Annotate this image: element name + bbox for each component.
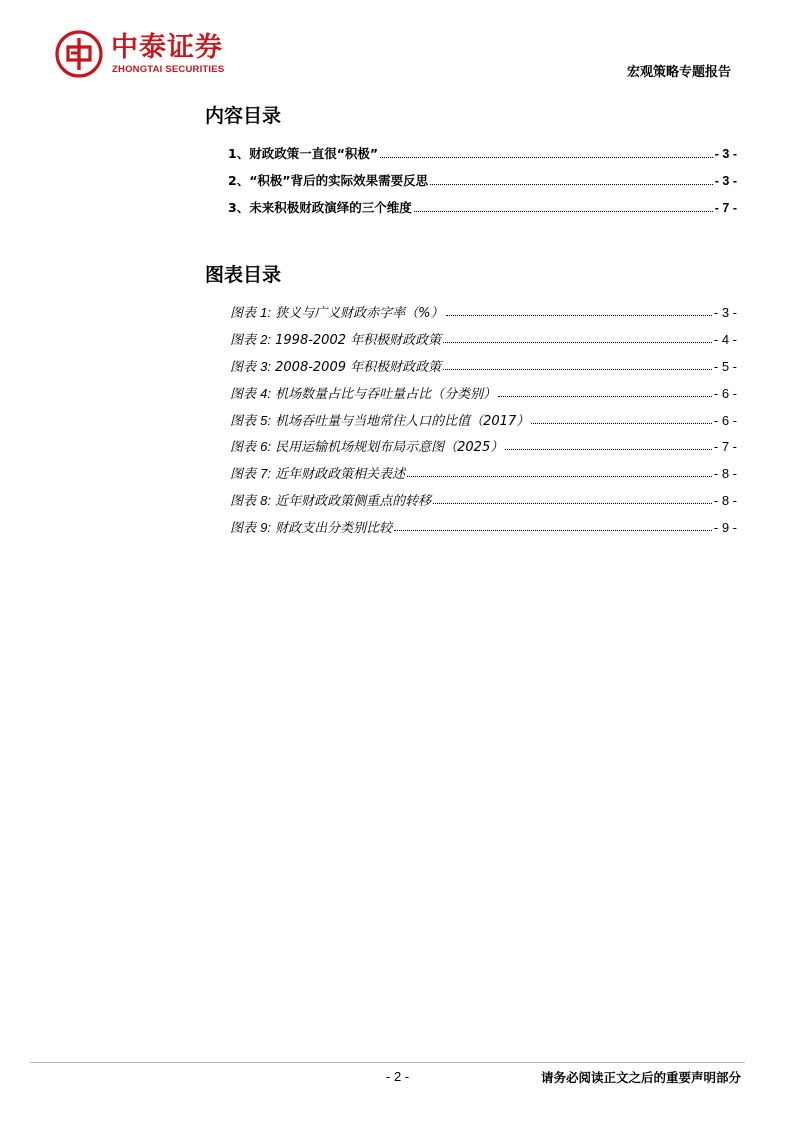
figure-item[interactable] <box>230 490 737 508</box>
toc-item-page: - 3 - <box>714 147 737 161</box>
figure-caption: 机场数量占比与吞吐量占比（分类别） <box>275 387 497 402</box>
figure-number: 2: <box>260 332 271 347</box>
figure-caption: 近年财政政策相关表述 <box>275 467 406 482</box>
toc-item-label: 1、财政政策一直很“积极” <box>228 146 379 161</box>
figure-item-label <box>230 436 503 455</box>
figure-item-label <box>230 410 529 429</box>
figure-item[interactable] <box>230 410 737 428</box>
zhongtai-logo-icon <box>55 30 103 78</box>
figure-item-label <box>230 302 444 321</box>
figure-item[interactable] <box>230 302 737 320</box>
figure-leader-dots <box>446 315 712 316</box>
figure-leader-dots <box>407 476 712 477</box>
figure-item-page: - 8 - <box>713 466 737 481</box>
figure-prefix: 图表 <box>230 414 257 429</box>
toc-title: 内容目录 <box>205 105 282 127</box>
page-number: - 2 - <box>386 1069 410 1084</box>
toc-item[interactable] <box>228 144 737 162</box>
figure-item-label <box>230 517 392 536</box>
figure-number: 1: <box>260 305 271 320</box>
figure-item-label <box>230 329 441 348</box>
figure-item-label <box>230 463 405 482</box>
figure-number: 4: <box>260 386 271 401</box>
company-logo <box>55 30 245 82</box>
figure-prefix: 图表 <box>230 494 257 509</box>
figure-leader-dots <box>505 449 712 450</box>
figure-prefix: 图表 <box>230 467 257 482</box>
company-name-en: ZHONGTAI SECURITIES <box>112 64 225 75</box>
figure-number: 7: <box>260 466 271 481</box>
toc-leader-dots <box>414 211 713 212</box>
figure-caption: 财政支出分类别比较 <box>275 521 393 536</box>
figure-item[interactable] <box>230 356 737 374</box>
figure-item-page: - 9 - <box>713 520 737 535</box>
figure-prefix: 图表 <box>230 440 257 455</box>
figure-prefix: 图表 <box>230 360 257 375</box>
figure-item-page: - 5 - <box>713 359 737 374</box>
figure-number: 9: <box>260 520 271 535</box>
figure-caption: 民用运输机场规划布局示意图（2025） <box>275 440 504 455</box>
toc-item[interactable] <box>228 171 737 189</box>
figure-caption: 近年财政政策侧重点的转移 <box>275 494 432 509</box>
toc-item-page: - 7 - <box>714 201 737 215</box>
figure-item-label <box>230 356 441 375</box>
report-type: 宏观策略专题报告 <box>626 65 731 80</box>
figure-prefix: 图表 <box>230 387 257 402</box>
footer-divider <box>30 1062 745 1063</box>
toc-leader-dots <box>380 157 713 158</box>
figure-caption: 1998-2002 年积极财政政策 <box>275 333 442 348</box>
figures-title: 图表目录 <box>205 264 282 286</box>
toc-item-page: - 3 - <box>714 174 737 188</box>
figure-prefix: 图表 <box>230 521 257 536</box>
figure-number: 8: <box>260 493 271 508</box>
figure-item[interactable] <box>230 436 737 454</box>
figure-caption: 机场吞吐量与当地常住人口的比值（2017） <box>275 414 530 429</box>
toc-item[interactable] <box>228 198 737 216</box>
figure-item-page: - 6 - <box>713 413 737 428</box>
figure-item-page: - 7 - <box>713 439 737 454</box>
figure-leader-dots <box>531 423 712 424</box>
figure-item[interactable] <box>230 463 737 481</box>
figure-caption: 狭义与广义财政赤字率（%） <box>275 306 444 321</box>
figure-number: 5: <box>260 413 271 428</box>
toc-item-label: 3、未来积极财政演绎的三个维度 <box>228 200 412 215</box>
figure-leader-dots <box>433 503 712 504</box>
figure-number: 3: <box>260 359 271 374</box>
figure-item[interactable] <box>230 329 737 347</box>
figure-leader-dots <box>498 396 712 397</box>
figure-item[interactable] <box>230 517 737 535</box>
figure-number: 6: <box>260 439 271 454</box>
figure-item-page: - 8 - <box>713 493 737 508</box>
figure-leader-dots <box>394 530 712 531</box>
figure-leader-dots <box>443 342 712 343</box>
figure-leader-dots <box>443 369 712 370</box>
disclaimer-notice: 请务必阅读正文之后的重要声明部分 <box>540 1070 741 1085</box>
figure-prefix: 图表 <box>230 306 257 321</box>
figure-prefix: 图表 <box>230 333 257 348</box>
toc-leader-dots <box>430 184 713 185</box>
figure-item-page: - 6 - <box>713 386 737 401</box>
toc-item-label: 2、“积极”背后的实际效果需要反思 <box>228 173 429 188</box>
figure-item-label <box>230 383 496 402</box>
figure-item-page: - 3 - <box>713 305 737 320</box>
figure-caption: 2008-2009 年积极财政政策 <box>275 360 442 375</box>
figure-item-page: - 4 - <box>713 332 737 347</box>
figure-item-label <box>230 490 431 509</box>
company-name-cn: 中泰证券 <box>111 32 223 63</box>
figure-item[interactable] <box>230 383 737 401</box>
